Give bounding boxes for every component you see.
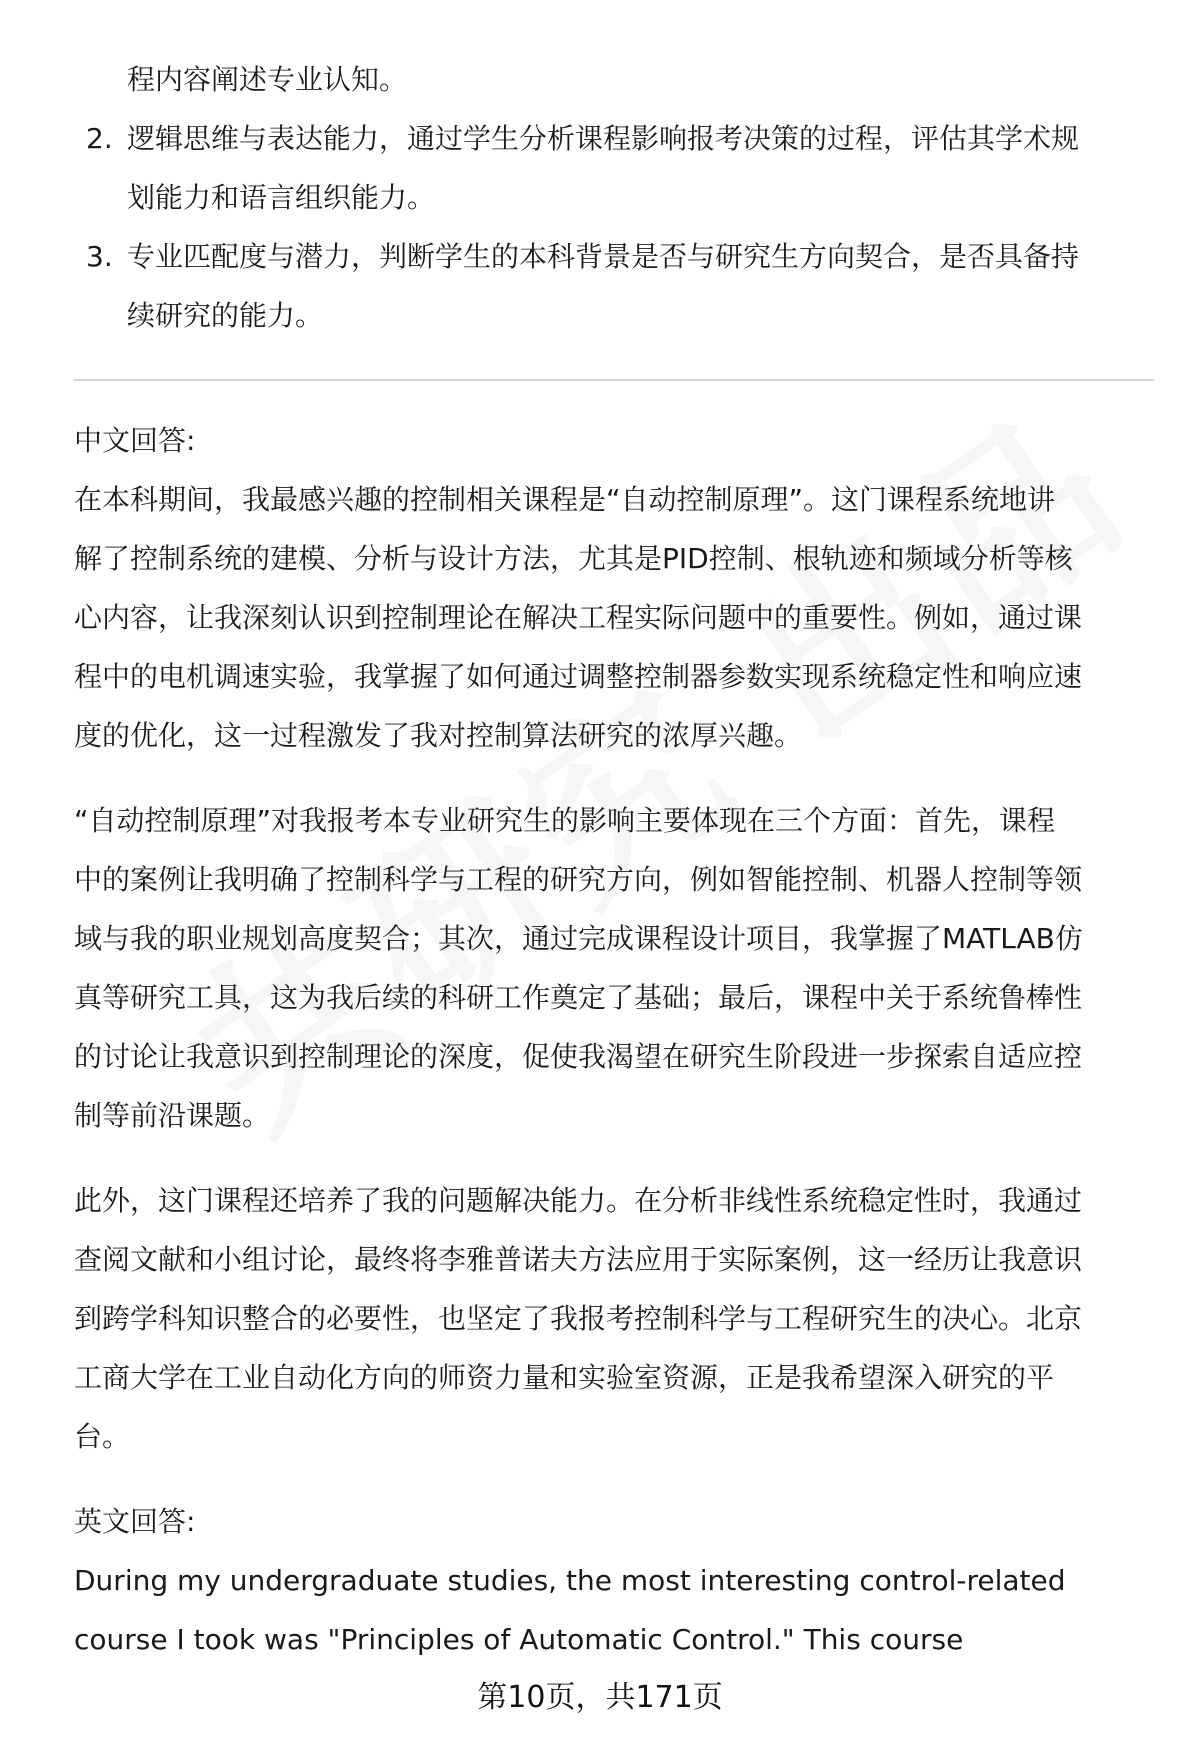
horizontal-divider	[74, 379, 1154, 381]
list-line: 划能力和语言组织能力。	[127, 181, 436, 214]
list-number: 3.	[86, 240, 113, 273]
paragraph-line: 此外，这门课程还培养了我的问题解决能力。在分析非线性系统稳定性时，我通过	[74, 1184, 1083, 1217]
english-paragraph	[74, 1551, 1154, 1669]
paragraph-line: 真等研究工具，这为我后续的科研工作奠定了基础；最后，课程中关于系统鲁棒性	[74, 981, 1083, 1014]
english-answer-label: 英文回答:	[74, 1505, 196, 1538]
paragraph	[74, 470, 1154, 765]
paragraph-line: 域与我的职业规划高度契合；其次，通过完成课程设计项目，我掌握了MATLAB仿	[74, 922, 1083, 955]
page-number-footer: 第10页，共171页	[477, 1680, 723, 1715]
criteria-list	[74, 109, 1154, 345]
list-line: 续研究的能力。	[127, 299, 324, 332]
paragraph	[74, 791, 1154, 1145]
list-line: 专业匹配度与潜力，判断学生的本科背景是否与研究生方向契合，是否具备持	[127, 240, 1080, 273]
list-text	[127, 227, 1154, 345]
paragraph-line: 查阅文献和小组讨论，最终将李雅普诺夫方法应用于实际案例，这一经历让我意识	[74, 1243, 1083, 1276]
paragraph-line: 度的优化，这一过程激发了我对控制算法研究的浓厚兴趣。	[74, 719, 803, 752]
list-continuation: 程内容阐述专业认知。	[127, 63, 408, 96]
paragraph-line: 到跨学科知识整合的必要性，也坚定了我报考控制科学与工程研究生的决心。北京	[74, 1302, 1083, 1335]
list-number: 2.	[86, 122, 113, 155]
list-line: 逻辑思维与表达能力，通过学生分析课程影响报考决策的过程，评估其学术规	[127, 122, 1080, 155]
paragraph-line: course I took was "Principles of Automatic Control." This course	[74, 1623, 964, 1656]
paragraph-line: During my undergraduate studies, the most interesting control-related	[74, 1564, 1066, 1597]
paragraph-line: 在本科期间，我最感兴趣的控制相关课程是“自动控制原理”。这门课程系统地讲	[74, 483, 1056, 516]
chinese-answer-label: 中文回答:	[74, 424, 196, 457]
paragraph-line: 的讨论让我意识到控制理论的深度，促使我渴望在研究生阶段进一步探索自适应控	[74, 1040, 1083, 1073]
document-page	[74, 50, 1154, 1669]
list-text	[127, 109, 1154, 227]
paragraph-line: 程中的电机调速实验，我掌握了如何通过调整控制器参数实现系统稳定性和响应速	[74, 660, 1083, 693]
paragraph-line: 心内容，让我深刻认识到控制理论在解决工程实际问题中的重要性。例如，通过课	[74, 601, 1083, 634]
paragraph-line: 制等前沿课题。	[74, 1099, 271, 1132]
list-item	[74, 109, 1154, 227]
paragraph-line: 台。	[74, 1420, 131, 1453]
paragraph-line: “自动控制原理”对我报考本专业研究生的影响主要体现在三个方面：首先，课程	[74, 804, 1056, 837]
paragraph-line: 解了控制系统的建模、分析与设计方法，尤其是PID控制、根轨迹和频域分析等核	[74, 542, 1073, 575]
list-item	[74, 227, 1154, 345]
paragraph-line: 中的案例让我明确了控制科学与工程的研究方向，例如智能控制、机器人控制等领	[74, 863, 1083, 896]
paragraph-line: 工商大学在工业自动化方向的师资力量和实验室资源，正是我希望深入研究的平	[74, 1361, 1055, 1394]
paragraph	[74, 1171, 1154, 1466]
